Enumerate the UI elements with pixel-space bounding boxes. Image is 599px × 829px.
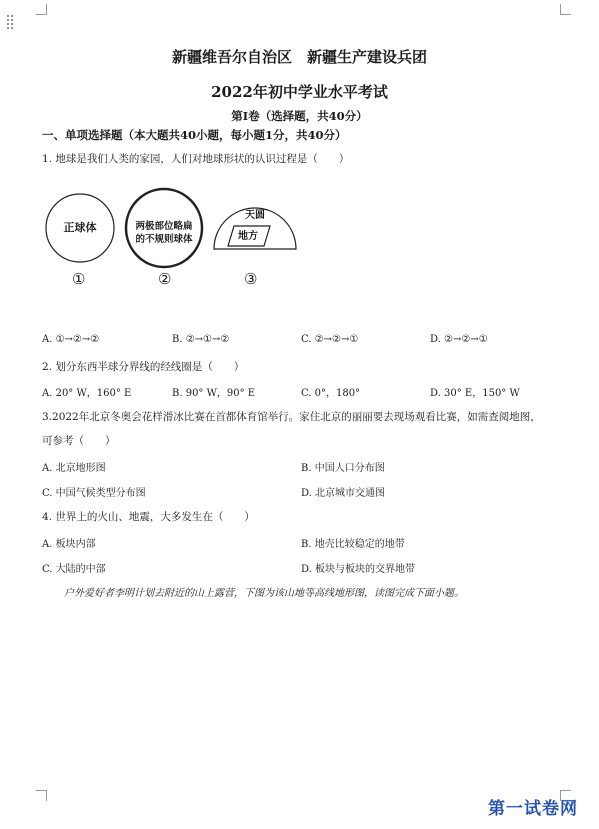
q1-option-d[interactable]: D. ②→②→① [430, 334, 488, 345]
figure-dome-square [212, 206, 298, 250]
q1-option-b[interactable]: B. ②→①→② [172, 334, 230, 345]
section-heading: 一、单项选择题（本大题共40小题，每小题1分，共40分） [42, 128, 347, 142]
reading-passage: 户外爱好者李明计划去附近的山上露营，下图为该山地等高线地形图，读图完成下面小题。 [64, 588, 464, 599]
question-1-stem: 1. 地球是我们人类的家园，人们对地球形状的认识过程是（ ） [42, 153, 350, 165]
irregular-sphere-label-line2: 的不规则球体 [135, 234, 193, 245]
exam-title-year: 2022年初中学业水平考试 [211, 83, 388, 101]
q3-option-d[interactable]: D. 北京城市交通图 [301, 488, 386, 499]
figure-number-2: ② [158, 270, 172, 288]
q2-option-d[interactable]: D. 30° E，150° W [430, 388, 520, 399]
figure-sphere [44, 190, 116, 266]
sphere-label: 正球体 [63, 221, 97, 234]
figure-number-3: ③ [244, 270, 258, 288]
dome-label: 天圆 [245, 210, 265, 221]
crop-mark-top-right [560, 4, 571, 15]
q4-option-b[interactable]: B. 地壳比较稳定的地带 [301, 539, 405, 550]
question-3-stem-line2: 可参考（ ） [42, 435, 116, 447]
q3-option-c[interactable]: C. 中国气候类型分布图 [42, 488, 146, 499]
drag-handle-icon[interactable] [6, 14, 14, 30]
figure-number-1: ① [72, 270, 86, 288]
irregular-sphere-label-line1: 两极部位略扁 [135, 221, 193, 232]
q2-option-a[interactable]: A. 20° W，160° E [42, 388, 132, 399]
q1-option-c[interactable]: C. ②→②→① [301, 334, 359, 345]
question-3-stem-line1: 3.2022年北京冬奥会花样滑冰比赛在首都体育馆举行。家住北京的丽丽要去现场观看比赛，如需查阅地图， [42, 411, 541, 423]
exam-title-region: 新疆维吾尔自治区 新疆生产建设兵团 [171, 48, 427, 66]
q4-option-a[interactable]: A. 板块内部 [42, 539, 96, 550]
watermark-logo: 第一试卷网 [488, 799, 578, 819]
crop-mark-bottom-left [36, 790, 47, 801]
paper-part-title: 第Ⅰ卷（选择题，共40分） [231, 109, 368, 123]
q3-option-b[interactable]: B. 中国人口分布图 [301, 463, 385, 474]
figure-irregular-sphere [124, 186, 204, 270]
q1-option-a[interactable]: A. ①→②→② [42, 334, 100, 345]
q2-option-b[interactable]: B. 90° W，90° E [172, 388, 256, 399]
q2-option-c[interactable]: C. 0°，180° [301, 388, 361, 399]
q4-option-d[interactable]: D. 板块与板块的交界地带 [301, 564, 416, 575]
crop-mark-top-left [36, 4, 47, 15]
question-4-stem: 4. 世界上的火山、地震，大多发生在（ ） [42, 511, 255, 523]
square-label: 地方 [238, 231, 258, 242]
question-2-stem: 2. 划分东西半球分界线的经线圈是（ ） [42, 361, 245, 373]
q4-option-c[interactable]: C. 大陆的中部 [42, 564, 106, 575]
q3-option-a[interactable]: A. 北京地形图 [42, 463, 106, 474]
